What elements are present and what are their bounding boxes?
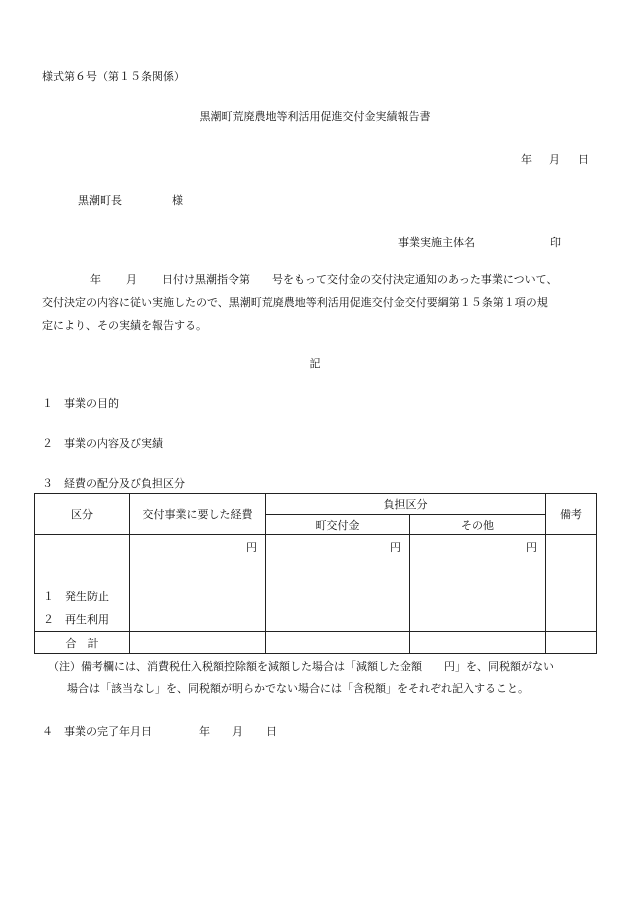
note-line2: 場合は「該当なし」を、同税額が明らかでない場合には「含税額」をそれぞれ記入すること。 <box>67 682 529 695</box>
total-label: 合 計 <box>35 632 130 654</box>
note-line1: （注）備考欄には、消費税仕入税額控除額を減額した場合は「減額した金額 円」を、同税額がない <box>48 660 554 673</box>
body-year: 年 <box>90 273 101 286</box>
other-cell[interactable] <box>410 535 546 632</box>
body-line2: 交付決定の内容に従い実施したので、黒潮町荒廃農地等利活用促進交付金交付要綱第１５条第１項の規 <box>42 296 548 309</box>
expense-table <box>34 493 597 654</box>
section-4-completion-label: ４ 事業の完了年月日 <box>42 725 152 738</box>
total-other-cell[interactable] <box>410 632 546 654</box>
header-other: その他 <box>410 515 546 535</box>
date-day: 日 <box>578 153 589 166</box>
seal-mark: 印 <box>550 236 561 249</box>
items-cell <box>35 535 130 632</box>
town-subsidy-cell[interactable] <box>266 535 410 632</box>
cost-cell[interactable] <box>130 535 266 632</box>
total-town-cell[interactable] <box>266 632 410 654</box>
header-remarks: 備考 <box>546 494 597 535</box>
ki-heading: 記 <box>309 357 321 370</box>
body-line3: 定により、その実績を報告する。 <box>42 319 207 332</box>
section-1-purpose: １ 事業の目的 <box>42 397 119 410</box>
item-prevention: １ 発生防止 <box>43 590 109 603</box>
completion-month: 月 <box>232 725 243 738</box>
date-year: 年 <box>521 153 532 166</box>
header-burden: 負担区分 <box>266 494 546 515</box>
item-reuse: ２ 再生利用 <box>43 613 109 626</box>
document-title: 黒潮町荒廃農地等利活用促進交付金実績報告書 <box>199 110 431 123</box>
yen-unit: 円 <box>390 541 401 554</box>
completion-day: 日 <box>266 725 277 738</box>
yen-unit: 円 <box>526 541 537 554</box>
body-month: 月 <box>126 273 137 286</box>
header-cost: 交付事業に要した経費 <box>130 494 266 535</box>
header-category: 区分 <box>35 494 130 535</box>
header-town-subsidy: 町交付金 <box>266 515 410 535</box>
body-line1-text: 日付け黒潮指令第 号をもって交付金の交付決定通知のあった事業について、 <box>162 273 558 286</box>
addressee-honorific: 様 <box>172 194 183 207</box>
addressee-name: 黒潮町長 <box>78 194 122 207</box>
date-month: 月 <box>549 153 560 166</box>
report-body <box>42 268 594 337</box>
total-remarks-cell[interactable] <box>546 632 597 654</box>
yen-unit: 円 <box>246 541 257 554</box>
section-2-content: ２ 事業の内容及び実績 <box>42 437 163 450</box>
total-cost-cell[interactable] <box>130 632 266 654</box>
form-number-label: 様式第６号（第１５条関係） <box>42 70 185 83</box>
applicant-label: 事業実施主体名 <box>398 236 475 249</box>
section-3-expenses: ３ 経費の配分及び負担区分 <box>42 477 185 490</box>
table-note <box>48 656 596 700</box>
remarks-cell[interactable] <box>546 535 597 632</box>
completion-year: 年 <box>199 725 210 738</box>
